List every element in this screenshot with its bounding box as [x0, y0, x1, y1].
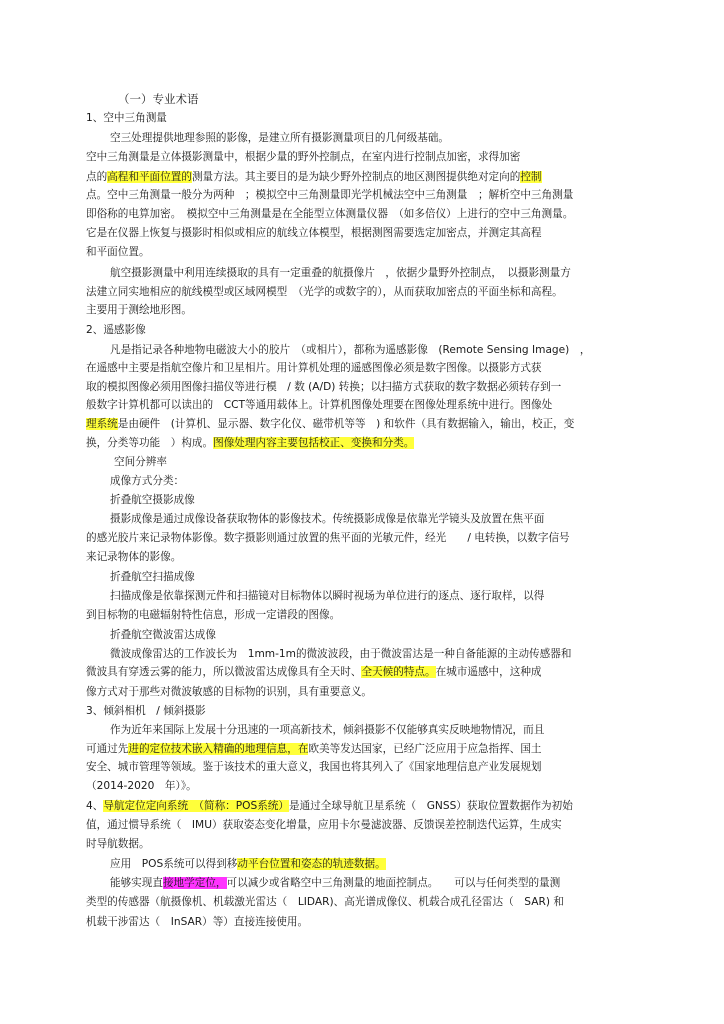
text-span: 像方式对于那些对微波敏感的目标物的识别，具有重要意义。	[86, 686, 373, 698]
highlighted-text: 高程和平面位置的	[107, 171, 192, 183]
text-span: 折叠航空扫描成像	[110, 571, 195, 583]
text-line	[86, 608, 634, 622]
text-line	[86, 665, 634, 679]
text-line	[86, 742, 634, 756]
text-span: 空间分辨率	[114, 456, 167, 468]
text-span: 折叠航空微波雷达成像	[110, 629, 216, 641]
text-span: 微波成像雷达的工作波长为 1mm-1m的微波波段，由于微波雷达是一种自备能源的主动传感器和	[110, 648, 572, 660]
text-line	[86, 111, 634, 125]
text-span: 凡是指记录各种地物电磁波大小的胶片 （或相片），都称为遥感影像 (Remote Sensing Image) ，	[110, 344, 591, 356]
text-line	[86, 303, 634, 317]
text-span: 是通过全球导航卫星系统（ GNSS）获取位置数据作为初始	[289, 800, 573, 812]
text-span: 折叠航空摄影成像	[110, 494, 195, 506]
text-line	[86, 398, 634, 412]
text-span: 和平面位置。	[86, 246, 150, 258]
text-line	[86, 150, 634, 164]
text-line	[86, 531, 634, 545]
text-line	[86, 245, 634, 259]
text-span: 法建立同实地相应的航线模型或区域网模型 （光学的或数字的），从而获取加密点的平面坐标和高程。	[86, 286, 563, 298]
text-line	[114, 455, 634, 469]
text-span: （2014-2020 年）》。	[86, 780, 197, 792]
text-span: 航空摄影测量中利用连续摄取的具有一定重叠的航摄像片 ，依据少量野外控制点， 以摄影测量方	[110, 267, 571, 279]
highlighted-text: 导航定位定向系统 （简称：POS系统）	[103, 800, 289, 812]
text-span: 换，分类等功能 ）构成。	[86, 437, 214, 449]
text-span: 点。空中三角测量一般分为两种 ；模拟空中三角测量即光学机械法空中三角测量 ；解析空中三角测量	[86, 189, 574, 201]
highlighted-text: 理系统	[86, 418, 118, 430]
text-line	[86, 799, 634, 813]
text-span: 值，通过惯导系统（ IMU）获取姿态变化增量，应用卡尔曼滤波器、反馈误差控制迭代运算，生成实	[86, 819, 562, 831]
text-span: 到目标物的电磁辐射特性信息，形成一定谱段的图像。	[86, 609, 341, 621]
text-line	[110, 647, 634, 661]
text-line	[86, 361, 634, 375]
text-span: 般数字计算机都可以读出的 CCT等通用载体上。计算机图像处理要在图像处理系统中进行。图像处	[86, 399, 553, 411]
text-span: 可以减少或省略空中三角测量的地面控制点。 可以与任何类型的量测	[226, 877, 561, 889]
text-span: 微波具有穿透云雾的能力，所以微波雷达成像具有全天时、	[86, 666, 362, 678]
text-line	[110, 628, 634, 642]
text-line	[86, 226, 634, 240]
text-line	[86, 170, 634, 184]
text-line	[110, 343, 634, 357]
text-span: 测量方法。其主要目的是为缺少野外控制点的地区测图提供绝对定向的	[191, 171, 521, 183]
text-line	[110, 723, 634, 737]
highlighted-text: 动平台位置和姿态的轨迹数据。	[237, 858, 386, 870]
text-span: 时导航数据。	[86, 838, 150, 850]
text-line	[86, 760, 634, 774]
text-line	[110, 493, 634, 507]
text-line	[86, 380, 634, 394]
text-line	[86, 188, 634, 202]
text-line	[86, 323, 634, 337]
text-line	[110, 589, 634, 603]
highlighted-text: 控制	[520, 171, 542, 183]
text-line	[86, 685, 634, 699]
text-span: 空中三角测量是立体摄影测量中，根据少量的野外控制点，在室内进行控制点加密，求得加密	[86, 151, 521, 163]
text-line	[110, 512, 634, 526]
section-title: （一）专业术语	[118, 92, 199, 106]
text-span: 1、空中三角测量	[86, 112, 167, 124]
text-span: 安全、城市管理等领域。鉴于该技术的重大意义，我国也将其列入了《国家地理信息产业发展规划	[86, 761, 542, 773]
text-line	[86, 818, 634, 832]
highlighted-text: 图像处理内容主要包括校正、变换和分类。	[213, 437, 415, 449]
text-span: 的感光胶片来记录物体影像。数字摄影则通过放置的焦平面的光敏元件，经光 / 电转换，以数字信号	[86, 532, 570, 544]
text-span: 2、遥感影像	[86, 324, 146, 336]
text-span: 可通过先	[86, 743, 129, 755]
text-line	[110, 266, 634, 280]
text-line	[86, 436, 634, 450]
text-line	[110, 131, 634, 145]
text-line	[110, 570, 634, 584]
text-span: 主要用于测绘地形图。	[86, 304, 192, 316]
text-line	[86, 895, 634, 909]
text-span: 能够实现直	[110, 877, 163, 889]
text-span: 它是在仪器上恢复与摄影时相似或相应的航线立体模型，根据测图需要选定加密点，并测定其高程	[86, 227, 542, 239]
text-line	[86, 285, 634, 299]
text-span: 取的模拟图像必须用图像扫描仪等进行模 / 数 (A/D) 转换；以扫描方式获取的数字数据必须转存到一	[86, 381, 562, 393]
magenta-highlighted-text: 接地学定位，	[162, 877, 227, 889]
text-span: 应用 POS系统可以得到移	[110, 858, 238, 870]
highlighted-text: 进的定位技术嵌入精确的地理信息，在	[128, 743, 309, 755]
highlighted-text: 全天候的特点。	[361, 666, 436, 678]
text-line	[86, 417, 634, 431]
text-line	[86, 779, 634, 793]
text-span: 即俗称的电算加密。 模拟空中三角测量是在全能型立体测量仪器 （如多倍仪）上进行的空中三角测量。	[86, 208, 574, 220]
text-span: 成像方式分类：	[110, 475, 185, 487]
text-span: 4、	[86, 800, 104, 812]
text-span: 点的	[86, 171, 108, 183]
text-span: 在城市遥感中，这种成	[435, 666, 542, 678]
text-line	[86, 207, 634, 221]
text-line	[110, 876, 634, 890]
text-line	[86, 704, 634, 718]
text-span: 扫描成像是依靠探测元件和扫描镜对目标物体以瞬时视场为单位进行的逐点、逐行取样，以得	[110, 590, 545, 602]
text-line	[110, 474, 634, 488]
text-line	[86, 550, 634, 564]
text-span: 摄影成像是通过成像设备获取物体的影像技术。传统摄影成像是依靠光学镜头及放置在焦平面	[110, 513, 545, 525]
text-span: 是由硬件 (计算机、显示器、数字化仪、磁带机等等 ) 和软件（具有数据输入，输出，校正，变	[117, 418, 575, 430]
text-span: 来记录物体的影像。	[86, 551, 182, 563]
text-line	[110, 857, 634, 871]
text-span: 空三处理提供地理参照的影像，是建立所有摄影测量项目的几何级基础。	[110, 132, 449, 144]
text-line	[86, 915, 634, 929]
text-span: 作为近年来国际上发展十分迅速的一项高新技术，倾斜摄影不仅能够真实反映地物情况，而且	[110, 724, 545, 736]
text-span: 3、倾斜相机 / 倾斜摄影	[86, 705, 206, 717]
text-line	[86, 837, 634, 851]
text-span: 欧美等发达国家，已经广泛应用于应急指挥、国土	[308, 743, 542, 755]
text-span: 机载干涉雷达（ InSAR）等）直接连接使用。	[86, 916, 309, 928]
text-span: 类型的传感器（航摄像机、机载激光雷达（ LIDAR)、高光谱成像仪、机载合成孔径雷达（ SAR) 和	[86, 896, 564, 908]
text-span: 在遥感中主要是指航空像片和卫星相片。用计算机处理的遥感图像必须是数字图像。以摄影方式获	[86, 362, 542, 374]
